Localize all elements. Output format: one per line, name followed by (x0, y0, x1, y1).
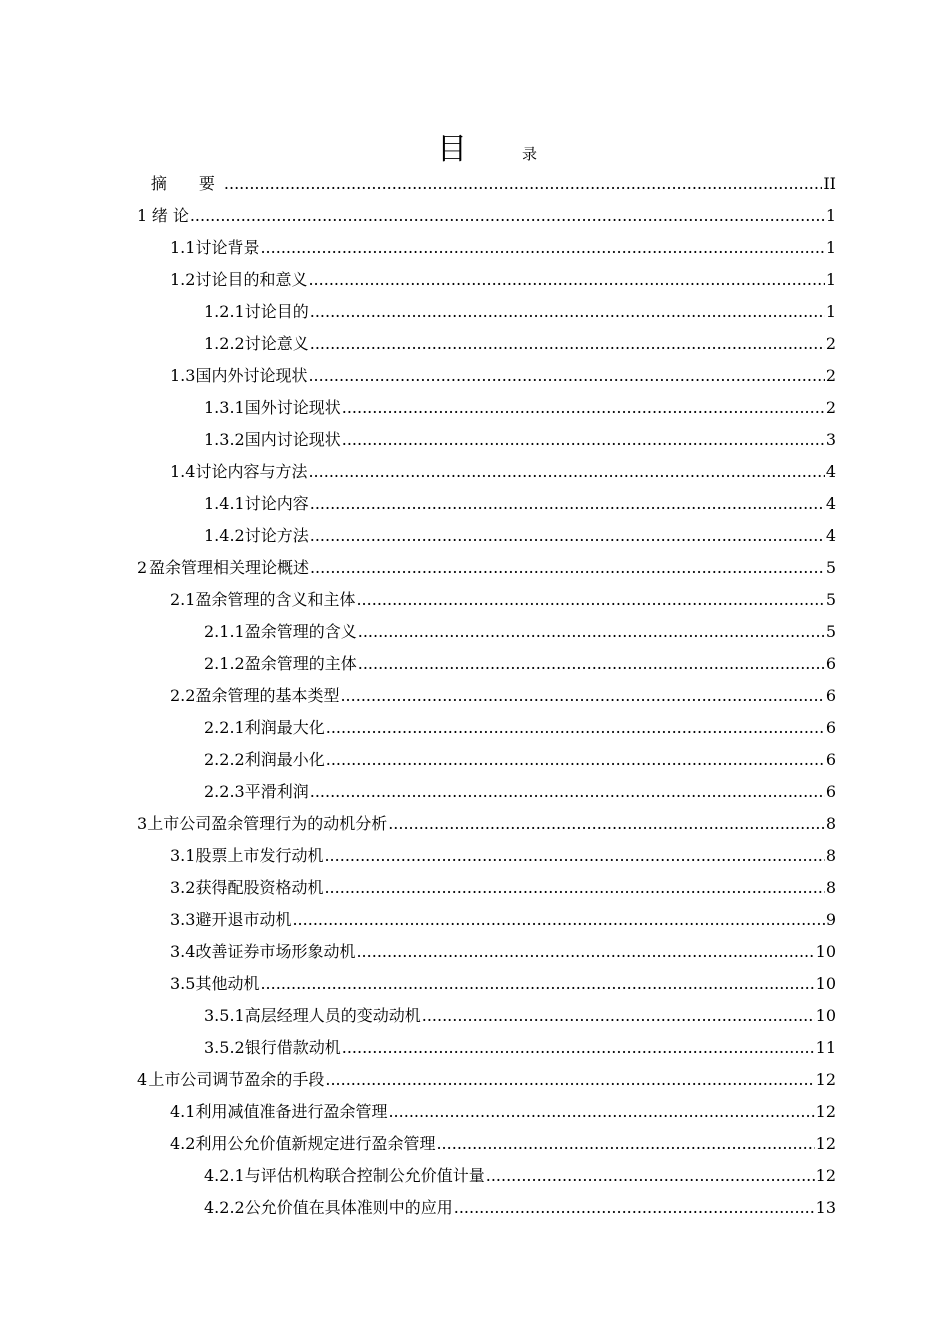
toc-entry-number: 4.2.2 (204, 1198, 245, 1217)
toc-entry-line (204, 748, 836, 772)
toc-entry-title: 讨论背景 (195, 238, 260, 257)
toc-dot-leader (310, 556, 825, 580)
toc-dot-leader (310, 780, 825, 804)
toc-entry-line (204, 716, 836, 740)
toc-entry-number: 1.2.2 (204, 334, 245, 353)
toc-entry-page-number: 2 (825, 398, 836, 417)
toc-entry-title: 国内讨论现状 (244, 430, 341, 449)
toc-entry-number: 1.3.2 (204, 430, 245, 449)
toc-entry-line (204, 396, 836, 420)
toc-entry[interactable] (0, 616, 950, 648)
toc-entry-line (137, 1068, 836, 1092)
toc-dot-leader (358, 652, 825, 676)
toc-dot-leader (308, 268, 824, 292)
toc-dot-leader (292, 908, 824, 932)
toc-entry-page-number: 5 (825, 558, 836, 577)
toc-entry-page-number: 8 (825, 878, 836, 897)
toc-entry-page-number: 2 (825, 366, 836, 385)
toc-entry-page-number: 10 (815, 1006, 836, 1025)
toc-dot-leader (356, 588, 824, 612)
toc-entry-title: 获得配股资格动机 (195, 878, 324, 897)
toc-entry[interactable] (0, 936, 950, 968)
toc-entry-page-number: 12 (815, 1070, 836, 1089)
toc-entry[interactable] (0, 1064, 950, 1096)
toc-dot-leader (310, 524, 825, 548)
toc-dot-leader (260, 972, 814, 996)
toc-entry[interactable] (0, 872, 950, 904)
toc-entry-title: 平滑利润 (244, 782, 309, 801)
toc-entry[interactable] (0, 968, 950, 1000)
toc-title-main-char: 目 (437, 132, 467, 167)
toc-entry-page-number: 9 (825, 910, 836, 929)
toc-entry-number: 1.4.2 (204, 526, 245, 545)
toc-entry-title: 摘 要 (150, 174, 223, 193)
toc-entry[interactable] (0, 328, 950, 360)
toc-dot-leader (342, 428, 825, 452)
toc-entry-line (170, 940, 836, 964)
toc-entry-title: 其他动机 (195, 974, 260, 993)
toc-entry-page-number: II (823, 174, 836, 193)
toc-entry-number: 1.3.1 (204, 398, 245, 417)
toc-entry-title: 高层经理人员的变动动机 (244, 1006, 421, 1025)
toc-entry-line (170, 908, 836, 932)
toc-title-second-char: 录 (522, 145, 538, 163)
toc-entry[interactable] (0, 680, 950, 712)
toc-entry-page-number: 4 (825, 462, 836, 481)
toc-entry-number: 4 (137, 1070, 148, 1089)
toc-entry-number: 1.2.1 (204, 302, 245, 321)
toc-entry-page-number: 6 (825, 718, 836, 737)
toc-dot-leader (326, 716, 825, 740)
toc-entry[interactable] (0, 1032, 950, 1064)
toc-entry-number: 2.1.2 (204, 654, 245, 673)
toc-dot-leader (308, 460, 824, 484)
toc-dot-leader (486, 1164, 815, 1188)
toc-entry[interactable] (0, 264, 950, 296)
toc-entry-number: 3.5 (170, 974, 196, 993)
toc-entry[interactable] (0, 808, 950, 840)
toc-entry-number: 1.2 (170, 270, 196, 289)
toc-entry-number: 3.5.2 (204, 1038, 245, 1057)
toc-entry-title: 国内外讨论现状 (195, 366, 308, 385)
toc-title (0, 132, 950, 172)
toc-entry-number: 2 (137, 558, 148, 577)
toc-entry-line (170, 844, 836, 868)
toc-entry-number: 1.4 (170, 462, 196, 481)
toc-entry[interactable] (0, 1160, 950, 1192)
toc-entry-number: 3.5.1 (204, 1006, 245, 1025)
toc-entry-line (170, 876, 836, 900)
toc-entry-title: 避开退市动机 (195, 910, 292, 929)
toc-entry-title: 利用公允价值新规定进行盈余管理 (195, 1134, 436, 1153)
toc-entry-title: 盈余管理相关理论概述 (148, 558, 309, 577)
toc-entry-number: 2.2.2 (204, 750, 245, 769)
toc-entry-line (137, 812, 836, 836)
toc-entry-title: 绪 论 (151, 206, 189, 225)
toc-entry-title: 利润最小化 (244, 750, 325, 769)
toc-entry[interactable] (0, 552, 950, 584)
toc-dot-leader (310, 332, 825, 356)
toc-entry-page-number: 1 (825, 206, 836, 225)
toc-entry-number: 4.2.1 (204, 1166, 245, 1185)
toc-dot-leader (326, 748, 825, 772)
toc-entry-line (170, 236, 836, 260)
toc-entry-page-number: 5 (825, 590, 836, 609)
toc-entry-number: 4.1 (170, 1102, 196, 1121)
toc-entry[interactable] (0, 1096, 950, 1128)
toc-entry-number: 1.1 (170, 238, 196, 257)
toc-dot-leader (356, 940, 814, 964)
toc-entry-title: 上市公司盈余管理行为的动机分析 (147, 814, 388, 833)
toc-entry-page-number: 12 (815, 1166, 836, 1185)
toc-dot-leader (454, 1196, 815, 1220)
toc-entry-page-number: 6 (825, 782, 836, 801)
toc-entry-title: 讨论目的和意义 (195, 270, 308, 289)
toc-entry-line (170, 268, 836, 292)
toc-dot-leader (324, 876, 824, 900)
toc-dot-leader (358, 620, 825, 644)
toc-entry-page-number: 6 (825, 750, 836, 769)
toc-entry-line (204, 1164, 836, 1188)
toc-entry-number: 1.3 (170, 366, 196, 385)
toc-dot-leader (310, 492, 825, 516)
toc-entry-number: 2.2.3 (204, 782, 245, 801)
toc-entry[interactable] (0, 392, 950, 424)
toc-dot-leader (308, 364, 824, 388)
toc-entry-title: 盈余管理的含义和主体 (195, 590, 356, 609)
toc-entry-page-number: 1 (825, 270, 836, 289)
toc-entry-line (204, 1036, 836, 1060)
toc-entry-number: 2.2.1 (204, 718, 245, 737)
toc-entry-page-number: 10 (815, 974, 836, 993)
toc-entry-title: 讨论目的 (244, 302, 309, 321)
toc-entry-line (170, 684, 836, 708)
toc-dot-leader (436, 1132, 814, 1156)
toc-entry[interactable] (0, 776, 950, 808)
toc-dot-leader (325, 1068, 814, 1092)
toc-entry[interactable] (0, 296, 950, 328)
toc-entry[interactable] (0, 648, 950, 680)
toc-entry[interactable] (0, 168, 950, 200)
toc-entry[interactable] (0, 712, 950, 744)
toc-entry-line (170, 972, 836, 996)
toc-entry-line (204, 1196, 836, 1220)
toc-entry-number: 3.3 (170, 910, 196, 929)
toc-dot-leader (224, 172, 822, 196)
toc-entry-number: 1.4.1 (204, 494, 245, 513)
toc-entry[interactable] (0, 488, 950, 520)
toc-entry-number: 4.2 (170, 1134, 196, 1153)
toc-entry-title: 讨论内容 (244, 494, 309, 513)
toc-entry[interactable] (0, 840, 950, 872)
toc-entry-line (204, 1004, 836, 1028)
toc-entry-line (204, 524, 836, 548)
toc-entry-page-number: 1 (825, 302, 836, 321)
toc-entry-page-number: 2 (825, 334, 836, 353)
toc-dot-leader (388, 812, 825, 836)
toc-entry[interactable] (0, 1000, 950, 1032)
toc-entry-line (170, 1100, 836, 1124)
toc-entry-number: 3 (137, 814, 148, 833)
toc-entry-line (170, 588, 836, 612)
toc-entry-line (170, 364, 836, 388)
toc-entry-page-number: 8 (825, 846, 836, 865)
toc-entry-title: 银行借款动机 (244, 1038, 341, 1057)
toc-entry-title: 利润最大化 (244, 718, 325, 737)
toc-entry-number: 3.1 (170, 846, 196, 865)
toc-entry[interactable] (0, 456, 950, 488)
toc-dot-leader (324, 844, 824, 868)
toc-entry-title: 上市公司调节盈余的手段 (148, 1070, 325, 1089)
toc-entry-title: 与评估机构联合控制公允价值计量 (244, 1166, 485, 1185)
toc-entry-line (204, 652, 836, 676)
toc-entry-page-number: 12 (815, 1102, 836, 1121)
toc-entry-page-number: 10 (815, 942, 836, 961)
toc-entry-line (204, 428, 836, 452)
toc-dot-leader (260, 236, 824, 260)
toc-entry-number: 2.1.1 (204, 622, 245, 641)
toc-entry-page-number: 4 (825, 526, 836, 545)
toc-entry-line (137, 172, 836, 196)
toc-entry-number: 1 (137, 206, 148, 225)
toc-entry[interactable] (0, 1128, 950, 1160)
toc-entry[interactable] (0, 232, 950, 264)
toc-entry[interactable] (0, 520, 950, 552)
toc-entry[interactable] (0, 1192, 950, 1224)
toc-entry-number: 3.4 (170, 942, 196, 961)
toc-entry[interactable] (0, 360, 950, 392)
toc-dot-leader (342, 396, 825, 420)
toc-entry[interactable] (0, 200, 950, 232)
toc-dot-leader (190, 204, 825, 228)
toc-entry-title: 盈余管理的基本类型 (195, 686, 340, 705)
toc-entry-line (137, 204, 836, 228)
toc-entry-title: 公允价值在具体准则中的应用 (244, 1198, 453, 1217)
toc-entry[interactable] (0, 424, 950, 456)
toc-entry-page-number: 4 (825, 494, 836, 513)
toc-entry-line (170, 460, 836, 484)
toc-dot-leader (310, 300, 825, 324)
toc-entry-title: 盈余管理的含义 (244, 622, 357, 641)
toc-entry[interactable] (0, 744, 950, 776)
toc-entry[interactable] (0, 904, 950, 936)
toc-entry-line (204, 492, 836, 516)
toc-entry-title: 盈余管理的主体 (244, 654, 357, 673)
toc-entry-line (204, 332, 836, 356)
toc-entry-line (137, 556, 836, 580)
toc-entry-title: 讨论意义 (244, 334, 309, 353)
toc-entry-title: 改善证券市场形象动机 (195, 942, 356, 961)
toc-entry-page-number: 1 (825, 238, 836, 257)
toc-entry-page-number: 5 (825, 622, 836, 641)
toc-dot-leader (342, 1036, 815, 1060)
toc-entry-page-number: 12 (815, 1134, 836, 1153)
toc-entry-number: 2.2 (170, 686, 196, 705)
toc-dot-leader (388, 1100, 814, 1124)
toc-entry-line (170, 1132, 836, 1156)
toc-entry[interactable] (0, 584, 950, 616)
toc-entry-page-number: 11 (815, 1038, 836, 1057)
toc-entry-line (204, 300, 836, 324)
toc-entry-page-number: 6 (825, 654, 836, 673)
toc-dot-leader (422, 1004, 815, 1028)
toc-entry-title: 利用减值准备进行盈余管理 (195, 1102, 388, 1121)
toc-entry-page-number: 8 (825, 814, 836, 833)
toc-entry-page-number: 6 (825, 686, 836, 705)
toc-entry-title: 讨论内容与方法 (195, 462, 308, 481)
toc-entry-line (204, 780, 836, 804)
toc-entry-number: 2.1 (170, 590, 196, 609)
toc-dot-leader (340, 684, 824, 708)
toc-entry-line (204, 620, 836, 644)
toc-entry-title: 国外讨论现状 (244, 398, 341, 417)
toc-entry-page-number: 3 (825, 430, 836, 449)
toc-entry-page-number: 13 (815, 1198, 836, 1217)
toc-entry-title: 股票上市发行动机 (195, 846, 324, 865)
toc-entry-number: 3.2 (170, 878, 196, 897)
toc-entry-title: 讨论方法 (244, 526, 309, 545)
